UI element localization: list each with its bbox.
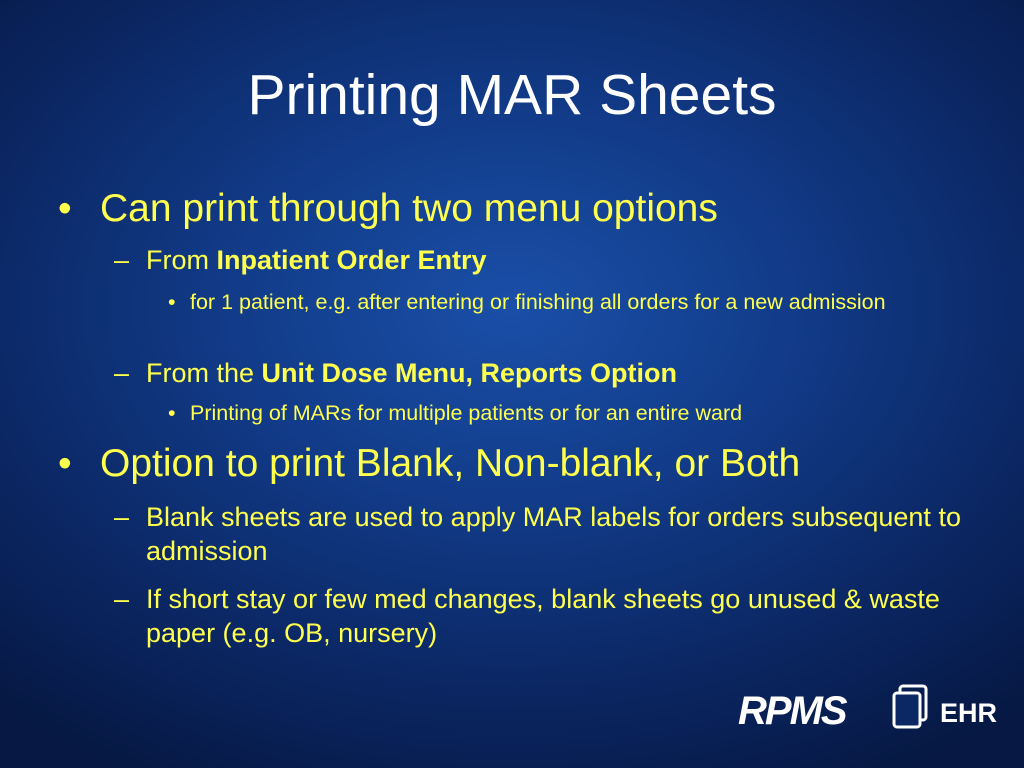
sub-bullet-short-stay	[114, 582, 1006, 650]
sub-bullet-bold: Inpatient Order Entry	[216, 245, 487, 275]
dash-marker: –	[114, 245, 130, 275]
bullet-print-options	[58, 187, 1000, 230]
logo-suffix: EHR	[940, 698, 998, 728]
sub-bullet-prefix: From	[146, 245, 217, 275]
sub-bullet-blank-sheets	[114, 500, 1006, 568]
bullet-marker: •	[168, 290, 176, 314]
bullet-marker: •	[168, 401, 176, 425]
note-text: for 1 patient, e.g. after entering or finishing all orders for a new admission	[190, 290, 886, 314]
note-one-patient	[168, 287, 950, 317]
bullet-text: Option to print Blank, Non-blank, or Both	[100, 442, 801, 485]
logo-wordmark: RPMS	[738, 689, 846, 733]
slide-title: Printing MAR Sheets	[247, 63, 777, 127]
sub-bullet-unit-dose-menu	[114, 356, 1006, 390]
sub-bullet-text: If short stay or few med changes, blank sheets go unused & waste paper (e.g. OB, nursery)	[146, 584, 940, 648]
bullet-text: Can print through two menu options	[100, 187, 718, 230]
bullet-print-blank-nonblank	[58, 442, 1000, 485]
dash-marker: –	[114, 502, 130, 532]
bullet-marker: •	[58, 187, 72, 230]
sub-bullet-bold: Unit Dose Menu, Reports Option	[261, 358, 678, 388]
sub-bullet-text: Blank sheets are used to apply MAR labels for orders subsequent to admission	[146, 502, 961, 566]
bullet-marker: •	[58, 442, 72, 485]
note-multiple-patients	[168, 398, 950, 428]
rpms-ehr-logo	[736, 684, 998, 734]
sub-bullet-prefix: From the	[146, 358, 262, 388]
dash-marker: –	[114, 358, 130, 388]
sub-bullet-inpatient-order-entry	[114, 243, 1006, 277]
dash-marker: –	[114, 584, 130, 614]
note-text: Printing of MARs for multiple patients or for an entire ward	[190, 401, 743, 425]
